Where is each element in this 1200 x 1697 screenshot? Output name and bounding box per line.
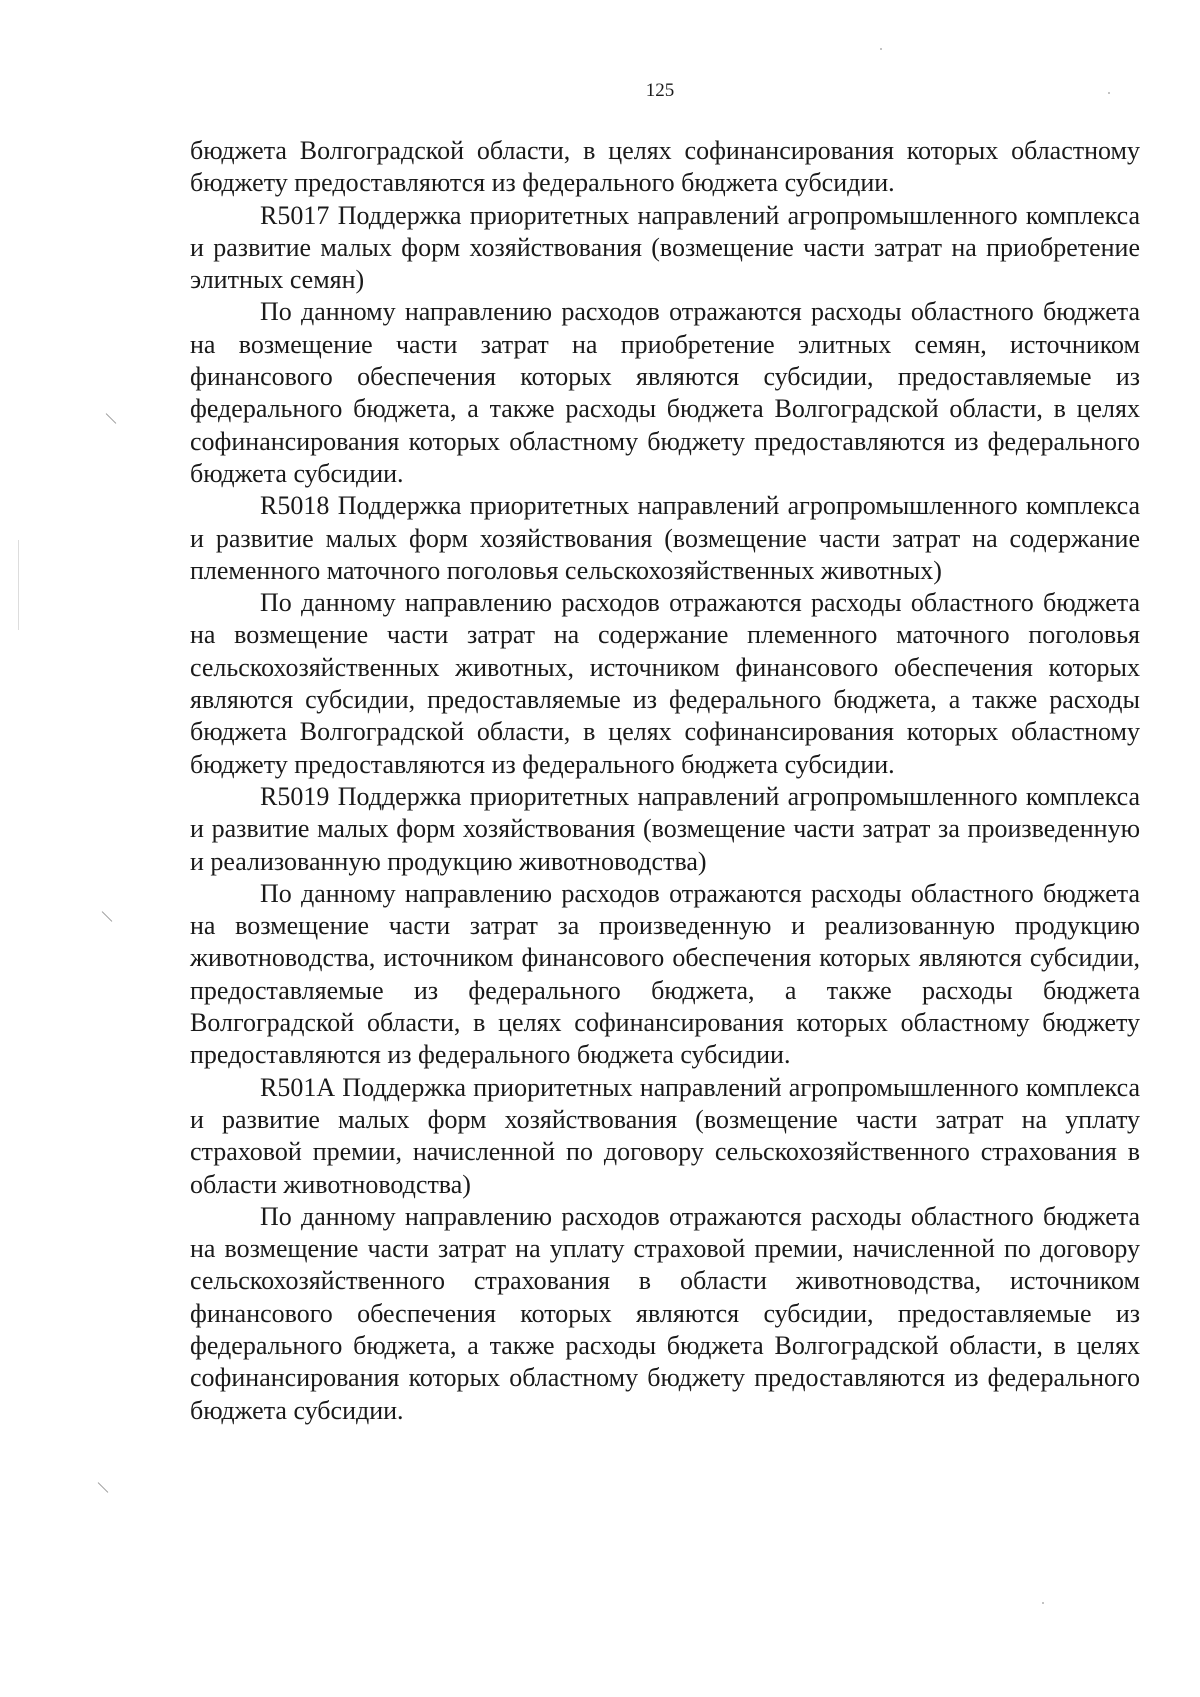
scan-artifact bbox=[1042, 1602, 1044, 1604]
section-heading-r5018: R5018 Поддержка приоритетных направлений агропромышленного комплекса и развитие малых форм хозяйствования (возмещение части затрат на содержание племенного маточного поголовья сельскохозяйственных животных) bbox=[190, 491, 1140, 585]
scan-artifact bbox=[106, 413, 117, 424]
paragraph: бюджета Волгоградской области, в целях софинансирования которых областному бюджету предоставляются из федерального бюджета субсидии. bbox=[190, 136, 1140, 198]
paragraph: По данному направлению расходов отражаются расходы областного бюджета на возмещение части затрат на приобретение элитных семян, источником финансового обеспечения которых являются субсидии, предоставляемые из федерального бюджета, а также расходы бюджета Волгоградской области, в целях софинансирования которых областному бюджету предоставляются из федерального бюджета субсидии. bbox=[190, 297, 1140, 488]
section-heading-r5019: R5019 Поддержка приоритетных направлений агропромышленного комплекса и развитие малых форм хозяйствования (возмещение части затрат за произведенную и реализованную продукцию животноводства) bbox=[190, 781, 1140, 876]
document-body bbox=[190, 135, 1140, 1427]
scan-artifact bbox=[880, 48, 882, 50]
scan-artifact bbox=[18, 540, 19, 630]
scan-artifact bbox=[98, 1482, 109, 1493]
paragraph: По данному направлению расходов отражаются расходы областного бюджета на возмещение части затрат на содержание племенного маточного поголовья сельскохозяйственных животных, источником финансового обеспечения которых являются субсидии, предоставляемые из федерального бюджета, а также расходы бюджета Волгоградской области, в целях софинансирования которых областному бюджету предоставляются из федерального бюджета субсидии. bbox=[190, 588, 1140, 779]
page-number: 125 bbox=[645, 80, 675, 101]
paragraph: По данному направлению расходов отражаются расходы областного бюджета на возмещение части затрат на уплату страховой премии, начисленной по договору сельскохозяйственного страхования в области животноводства, источником финансового обеспечения которых являются субсидии, предоставляемые из федерального бюджета, а также расходы бюджета Волгоградской области, в целях софинансирования которых областному бюджету предоставляются из федерального бюджета субсидии. bbox=[190, 1201, 1140, 1425]
scan-artifact bbox=[1108, 92, 1110, 94]
paragraph: По данному направлению расходов отражаются расходы областного бюджета на возмещение части затрат за произведенную и реализованную продукцию животноводства, источником финансового обеспечения которых являются субсидии, предоставляемые из федерального бюджета, а также расходы бюджета Волгоградской области, в целях софинансирования которых областному бюджету предоставляются из федерального бюджета субсидии. bbox=[190, 878, 1140, 1070]
section-heading-r5017: R5017 Поддержка приоритетных направлений агропромышленного комплекса и развитие малых форм хозяйствования (возмещение части затрат на приобретение элитных семян) bbox=[190, 200, 1140, 295]
section-heading-r501a: R501А Поддержка приоритетных направлений агропромышленного комплекса и развитие малых форм хозяйствования (возмещение части затрат на уплату страховой премии, начисленной по договору сельскохозяйственного страхования в области животноводства) bbox=[190, 1072, 1140, 1199]
scan-artifact bbox=[102, 911, 113, 922]
